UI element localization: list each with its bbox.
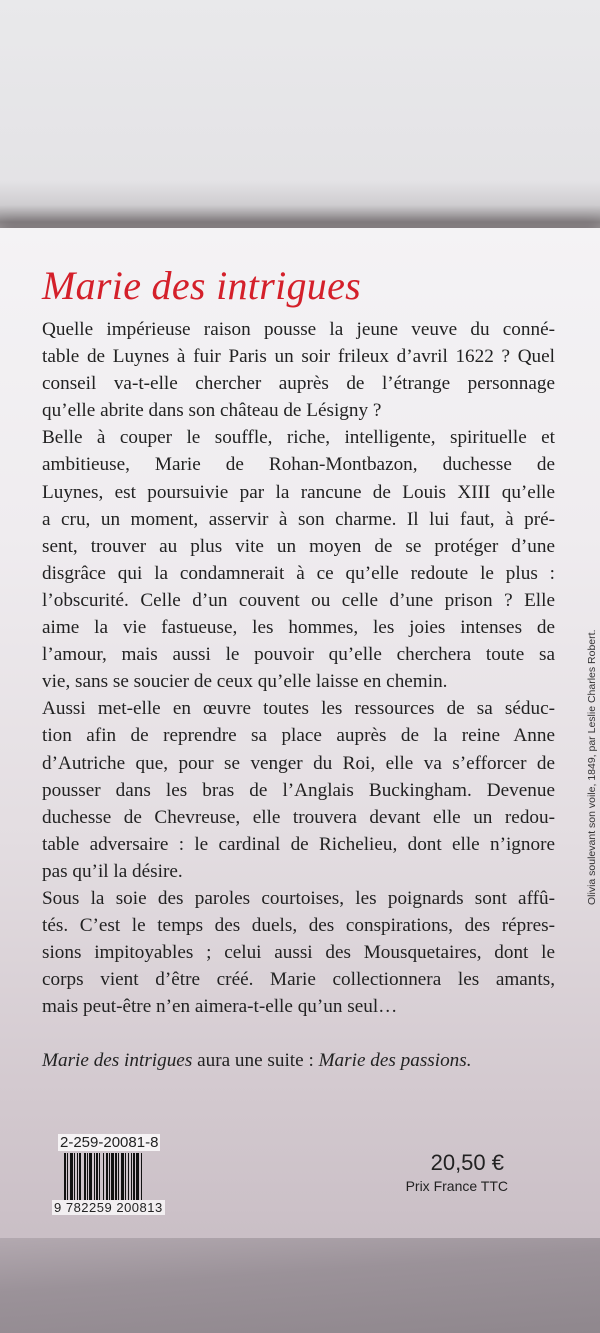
blurb-line: sions impitoyables ; celui aussi des Mousquetaires, dont le <box>42 942 555 964</box>
price-note: Prix France TTC <box>405 1178 508 1194</box>
barcode-bar <box>142 1153 143 1203</box>
isbn: 2-259-20081-8 <box>60 1134 159 1151</box>
blurb-line: duchesse de Chevreuse, elle trouvera devant elle un redou- <box>42 806 555 828</box>
sequel-note-text: aura une suite : <box>192 1050 319 1071</box>
blurb-line: qu’elle abrite dans son château de Lésigny ? <box>42 400 382 422</box>
blurb-line: a cru, un moment, asservir à son charme. Il lui faut, à pré- <box>42 508 555 530</box>
blurb-line: l’obscurité. Celle d’un couvent ou celle d’une prison ? Elle <box>42 589 555 611</box>
barcode <box>64 1153 164 1203</box>
price: 20,50 € <box>430 1150 504 1175</box>
blurb-line: vie, sans se soucier de ceux qu’elle laisse en chemin. <box>42 671 448 693</box>
sequel-title: Marie des passions. <box>318 1050 472 1071</box>
sequel-note <box>42 1050 472 1072</box>
blurb-line: conseil va-t-elle chercher auprès de l’étrange personnage <box>42 373 555 395</box>
blurb-line: ambitieuse, Marie de Rohan-Montbazon, duchesse de <box>42 454 555 476</box>
blurb-line: table de Luynes à fuir Paris un soir frileux d’avril 1622 ? Quel <box>42 346 555 368</box>
blurb-line: table adversaire : le cardinal de Richelieu, dont elle n’ignore <box>42 833 555 855</box>
blurb-line: pousser dans les bras de l’Anglais Buckingham. Devenue <box>42 779 555 801</box>
sequel-note-title: Marie des intrigues <box>42 1050 193 1071</box>
background-surface <box>0 1238 600 1333</box>
blurb-line: Quelle impérieuse raison pousse la jeune veuve du conné- <box>42 319 555 340</box>
blurb-line: d’Autriche que, pour se venger du Roi, elle va s’efforcer de <box>42 752 555 774</box>
blurb-line: tion afin de reprendre sa place auprès de la reine Anne <box>42 725 555 747</box>
blurb-line: disgrâce qui la condamnerait à ce qu’elle redoute le plus : <box>42 562 555 584</box>
ean-number: 9 782259 200813 <box>54 1200 163 1215</box>
blurb-line: tés. C’est le temps des duels, des conspirations, des répres- <box>42 915 555 937</box>
blurb-line: sent, trouver au plus vite un moyen de se protéger d’une <box>42 535 555 557</box>
blurb-line: Belle à couper le souffle, riche, intelligente, spirituelle et <box>42 427 555 449</box>
blurb-line: aime la vie fastueuse, les hommes, les joies intenses de <box>42 617 555 639</box>
blurb-line: l’amour, mais aussi le pouvoir qu’elle cherchera toute sa <box>42 644 555 666</box>
book-title: Marie des intrigues <box>42 263 362 308</box>
blurb-line: mais peut-être n’en aimera-t-elle qu’un seul… <box>42 996 398 1018</box>
cover-image-credit: Olivia soulevant son voile, 1849, par Leslie Charles Robert. <box>586 629 598 905</box>
blurb-line: Aussi met-elle en œuvre toutes les ressources de sa séduc- <box>42 698 555 720</box>
blurb-line: Sous la soie des paroles courtoises, les poignards sont affû- <box>42 887 555 909</box>
blurb-text <box>42 316 555 1020</box>
blurb-line: Luynes, est poursuivie par la rancune de Louis XIII qu’elle <box>42 481 555 503</box>
blurb-line: corps vient d’être créé. Marie collectionnera les amants, <box>42 969 555 991</box>
blurb-line: pas qu’il la désire. <box>42 860 183 882</box>
